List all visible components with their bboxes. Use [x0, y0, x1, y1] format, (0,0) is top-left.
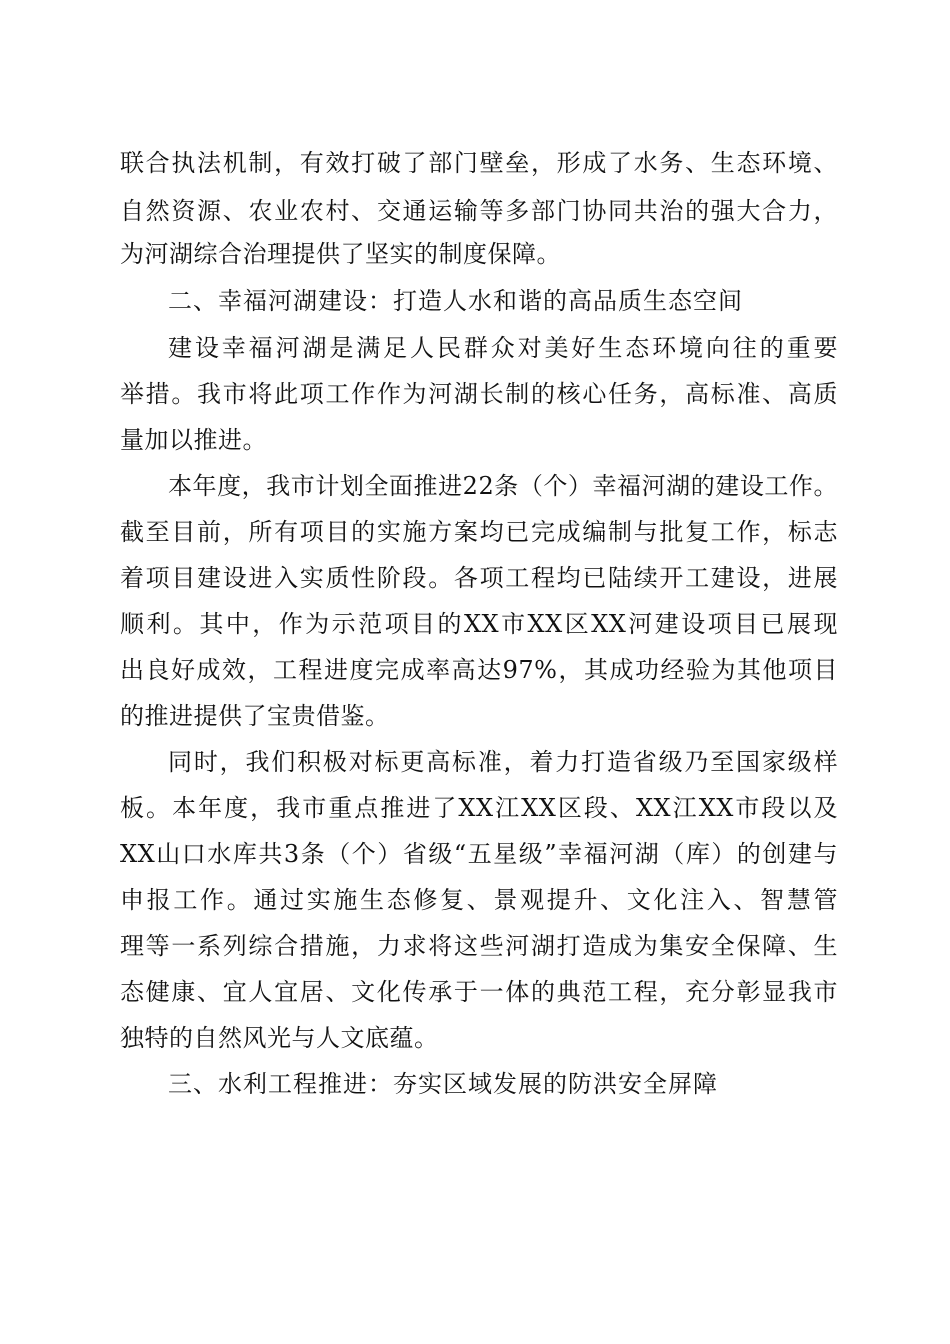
paragraph-line: 自然资源、农业农村、交通运输等多部门协同共治的强大合力，: [120, 197, 838, 225]
paragraph-line: 联合执法机制，有效打破了部门壁垒，形成了水务、生态环境、: [120, 149, 838, 177]
paragraph-line: 独特的自然风光与人文底蕴。: [120, 1024, 439, 1052]
paragraph-line: 板。本年度，我市重点推进了XX江XX区段、XX江XX市段以及: [120, 794, 838, 822]
paragraph-line: 为河湖综合治理提供了坚实的制度保障。: [120, 240, 561, 268]
paragraph-line: 举措。我市将此项工作作为河湖长制的核心任务，高标准、高质: [120, 380, 838, 408]
paragraph-line: 同时，我们积极对标更高标准，着力打造省级乃至国家级样: [168, 748, 838, 776]
paragraph-line: 建设幸福河湖是满足人民群众对美好生态环境向往的重要: [168, 334, 838, 362]
paragraph-line: 态健康、宜人宜居、文化传承于一体的典范工程，充分彰显我市: [120, 978, 838, 1006]
paragraph-line: 本年度，我市计划全面推进22条（个）幸福河湖的建设工作。: [168, 472, 838, 500]
paragraph-line: XX山口水库共3条（个）省级“五星级”幸福河湖（库）的创建与: [120, 840, 838, 868]
paragraph-line: 理等一系列综合措施，力求将这些河湖打造成为集安全保障、生: [120, 932, 838, 960]
section-heading-2: 二、幸福河湖建设：打造人水和谐的高品质生态空间: [168, 287, 743, 315]
paragraph-line: 截至目前，所有项目的实施方案均已完成编制与批复工作，标志: [120, 518, 838, 546]
section-heading-3: 三、水利工程推进：夯实区域发展的防洪安全屏障: [168, 1070, 718, 1098]
paragraph-line: 顺利。其中，作为示范项目的XX市XX区XX河建设项目已展现: [120, 610, 838, 638]
paragraph-line: 申报工作。通过实施生态修复、景观提升、文化注入、智慧管: [120, 886, 838, 914]
paragraph-line: 量加以推进。: [120, 426, 267, 454]
paragraph-line: 着项目建设进入实质性阶段。各项工程均已陆续开工建设，进展: [120, 564, 838, 592]
paragraph-line: 出良好成效，工程进度完成率高达97%，其成功经验为其他项目: [120, 656, 838, 684]
paragraph-line: 的推进提供了宝贵借鉴。: [120, 702, 390, 730]
